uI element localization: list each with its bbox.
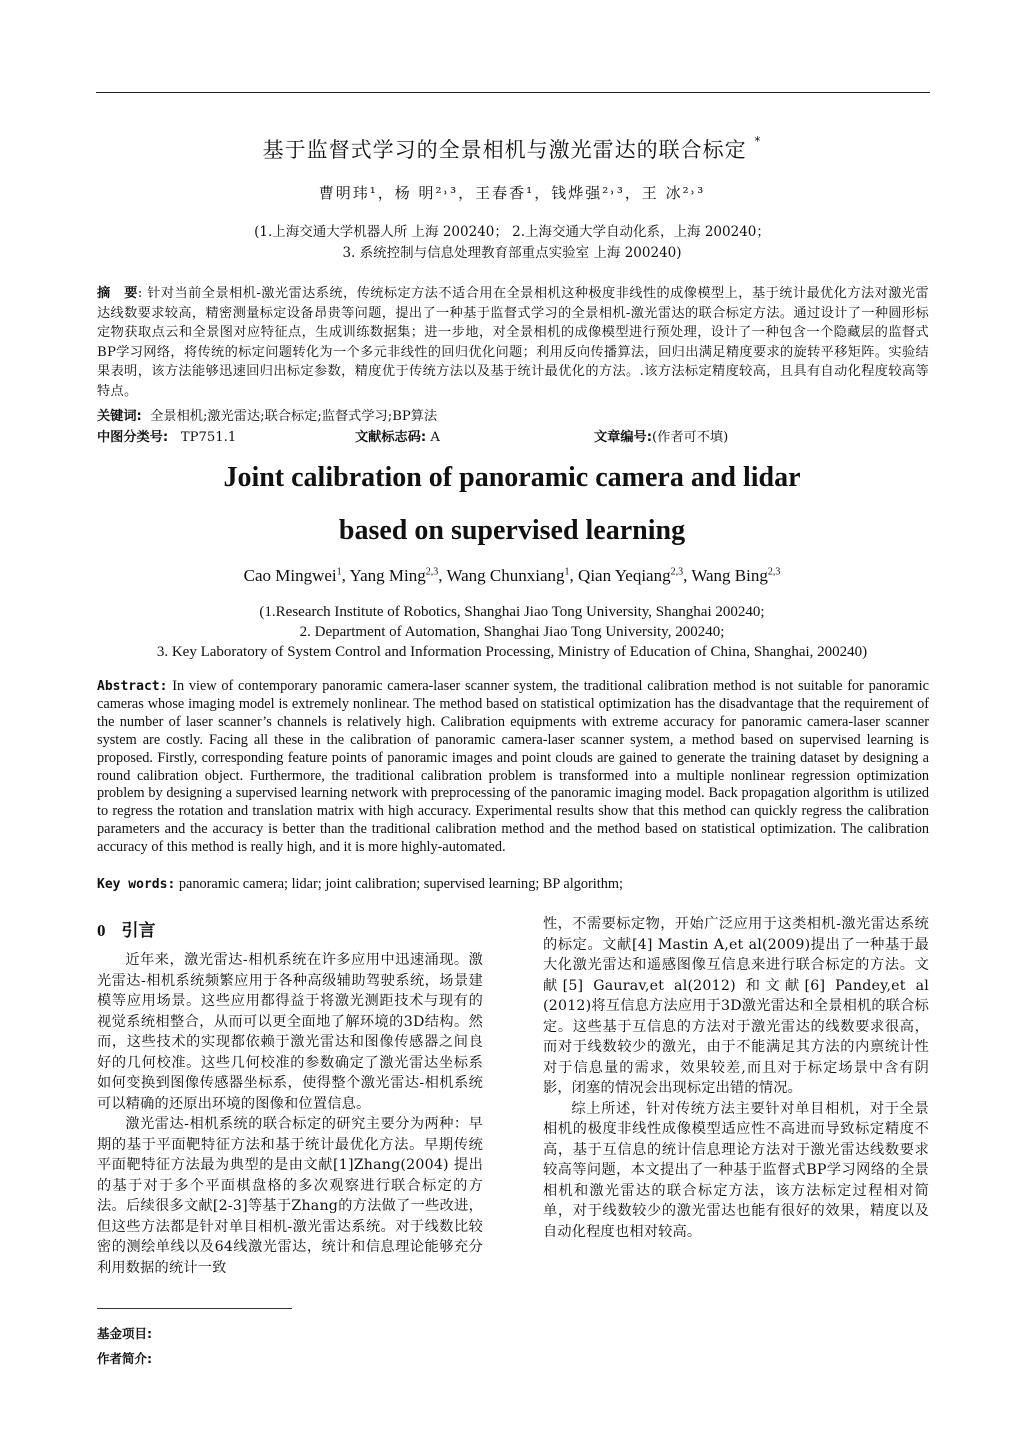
chinese-affiliations: (1.上海交通大学机器人所 上海 200240； 2.上海交通大学自动化系，上海 200240； 3. 系统控制与信息处理教育部重点实验室 上海 200240) [254, 224, 770, 261]
right-column [543, 914, 929, 1242]
chinese-abstract: 摘 要: 针对当前全景相机-激光雷达系统，传统标定方法不适合用在全景相机这种极度非线性的成像模型上，基于统计最优化方法对激光雷达线数要求较高，精密测量标定设备昂贵等问题，提出了一种基于监督式学习的全景相机-激光雷达的联合标定方法。通过设计了一种圆形标定物获取点云和全景图对应特征点，生成训练数据集；进一步地，对全景相机的成像模型进行预处理，设计了一种包含一个隐藏层的监督式BP学习网络，将传统的标定问题转化为一个多元非线性的回归优化问题；利用反向传播算法，回归出满足精度要求的旋转平移矩阵。实验结果表明，该方法能够迅速回归出标定参数，精度优于传统方法以及基于统计最优化的方法。.该方法标定精度较高，且具有自动化程度较高等特点。 [97, 286, 929, 399]
paragraph: 性，不需要标定物，开始广泛应用于这类相机-激光雷达系统的标定。文献[4] Mastin A,et al(2009)提出了一种基于最大化激光雷达和遥感图像互信息来进行联合标定的方法。文献[5] Gaurav,et al(2012) 和文献[6] Pandey,et al (2012)将互信息方法应用于3D激光雷达和全景相机的联合标定。这些基于互信息的方法对于激光雷达的线数要求很高，而对于线数较少的激光，由于不能满足其方法的内禀统计性对于信息量的需求，效果较差,而且对于标定场景中含有阴影，闭塞的情况会出现标定出错的情况。 [543, 916, 929, 1096]
english-title-line1: Joint calibration of panoramic camera and lidar [223, 462, 801, 493]
chinese-keywords: 关键词: 全景相机;激光雷达;联合标定;监督式学习;BP算法 [97, 409, 438, 424]
header-rule [96, 92, 930, 93]
paragraph: 近年来，激光雷达-相机系统在许多应用中迅速涌现。激光雷达-相机系统频繁应用于各种高级辅助驾驶系统，场景建模等应用场景。这些应用都得益于将激光测距技术与现有的视觉系统相整合，从而可以更全面地了解环境的3D结构。然而，这些技术的实现都依赖于激光雷达和图像传感器之间良好的几何校准。这些几何校准的参数确定了激光雷达坐标系如何变换到图像传感器坐标系，使得整个激光雷达-相机系统可以精确的还原出环境的图像和位置信息。 [97, 952, 483, 1112]
fund-label: 基金项目: [97, 1326, 152, 1341]
paragraph: 激光雷达-相机系统的联合标定的研究主要分为两种：早期的基于平面靶特征方法和基于统计最优化方法。早期传统平面靶特征方法最为典型的是由文献[1]Zhang(2004) 提出的基于对于多个平面棋盘格的多次观察进行联合标定的方法。后续很多文献[2-3]等基于Zhang的方法做了一些改进，但这些方法都是针对单目相机-激光雷达系统。对于线数比较密的测绘单线以及64线激光雷达，统计和信息理论能够充分利用数据的统计一致 [97, 1116, 483, 1276]
english-abstract: Abstract: In view of contemporary panoramic camera-laser scanner system, the traditional calibration method is not suitable for panoramic cameras whose imaging model is extremely nonlinear. The method based on statistical optimization has the disadvantage that the requirement of the number of laser scanner’s channels is relatively high. Calibration equipments with extreme accuracy for panoramic camera-laser scanner system are costly. Facing all these in the calibration of panoramic camera-laser scanner system, a method based on supervised learning is proposed. Firstly, corresponding feature points of panoramic images and point clouds are gained to generate the training dataset by designing a round calibration object. Furthermore, the traditional calibration problem is transformed into a multiple nonlinear regression optimization problem by designing a supervised learning network with preprocessing of the panoramic imaging model. Back propagation algorithm is utilized to regress the rotation and translation matrix with high accuracy. Experimental results show that this method can quickly regress the calibration parameters and the accuracy is better than the traditional calibration method and the method based on statistical optimization. The calibration accuracy of this method is really high, and it is more highly-automated. [97, 678, 929, 856]
english-keywords: Key words: panoramic camera; lidar; joint calibration; supervised learning; BP algorithm; [97, 876, 623, 892]
chinese-title: 基于监督式学习的全景相机与激光雷达的联合标定 * [262, 134, 762, 162]
chinese-authors: 曹明玮¹，杨 明²˒³，王春香¹，钱烨强²˒³，王 冰²˒³ [318, 184, 706, 202]
paragraph: 综上所述，针对传统方法主要针对单目相机，对于全景相机的极度非线性成像模型适应性不高进而导致标定精度不高，基于互信息的统计信息理论方法对于激光雷达线数要求较高等问题，本文提出了一种基于监督式BP学习网络的全景相机和激光雷达的联合标定方法，该方法标定过程相对简单，对于线数较少的激光雷达也能有很好的效果，精度以及自动化程度也相对较高。 [543, 1100, 929, 1240]
footnote-rule [97, 1308, 292, 1309]
section-heading: 0 引言 [97, 921, 156, 941]
english-authors: Cao Mingwei$^1$, Yang Ming$^{2,3}$, Wang Chunxiang$^1$, Qian Yeqiang$^{2,3}$, Wang Bing$^{2,3}$ [243, 566, 781, 585]
left-column [97, 950, 483, 1278]
author-bio-label: 作者简介: [97, 1351, 152, 1366]
english-title-line2: based on supervised learning [338, 515, 686, 546]
classification-row: 中图分类号: TP751.1 文献标志码: A 文章编号:(作者可不填) [97, 430, 729, 445]
english-affiliations: (1.Research Institute of Robotics, Shanghai Jiao Tong University, Shanghai 200240; 2. Department of Automation, Shanghai Jiao Tong University, 200240; 3. Key Laboratory of System Control and Information Processing, Ministry of Education of China, Shanghai, 200240) [156, 604, 868, 660]
